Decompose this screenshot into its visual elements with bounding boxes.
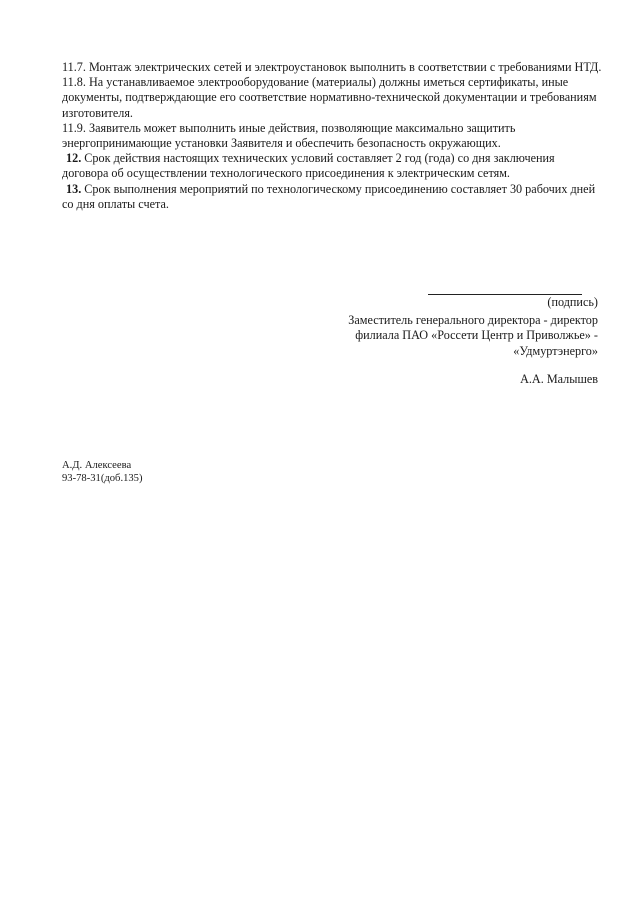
clause-11-7 [62,60,602,75]
document-body [62,60,602,212]
clause-text: Монтаж электрических сетей и электроустановок выполнить в соответствии с требованиями НТД. [88,60,602,74]
clause-text: Срок действия настоящих технических условий составляет 2 год (года) со дня заключения договора об осуществлении технологического присоединения к электрическим сетям. [62,151,555,181]
clause-11-8 [62,75,602,121]
executor-name: А.Д. Алексеева [62,460,132,471]
clause-text: Срок выполнения мероприятий по технологическому присоединению составляет 30 рабочих дней со дня оплаты счета. [62,181,596,211]
signature-block [298,282,598,388]
clause-number: 13. [66,181,82,196]
clause-text: На устанавливаемое электрооборудование (материалы) должны иметься сертификаты, иные документы, подтверждающие его соответствие нормативно-технической документации и требованиям изготовителя. [62,75,597,120]
clause-number: 11.7. [62,60,86,74]
clause-number: 11.9. [62,120,86,135]
clause-12 [62,151,602,181]
signature-line [428,282,582,295]
signer-position-line-2: филиала ПАО «Россети Центр и Приволжье» - [355,328,598,343]
clause-number: 12. [66,151,82,166]
executor-phone: 93-78-31(доб.135) [62,473,143,485]
signer-position-line-1: Заместитель генерального директора - директор [348,312,598,327]
clause-number: 11.8. [62,75,86,90]
executor-info [62,459,143,486]
signature-caption: (подпись) [547,295,598,309]
clause-text: Заявитель может выполнить иные действия, позволяющие максимально защитить энергопринимающие установки Заявителя и обеспечить безопасность окружающих. [62,120,516,151]
clause-13 [62,182,602,212]
signer-position-line-3: «Удмуртэнерго» [513,343,598,358]
signer-name: А.А. Малышев [520,372,598,387]
clause-11-9 [62,121,602,151]
